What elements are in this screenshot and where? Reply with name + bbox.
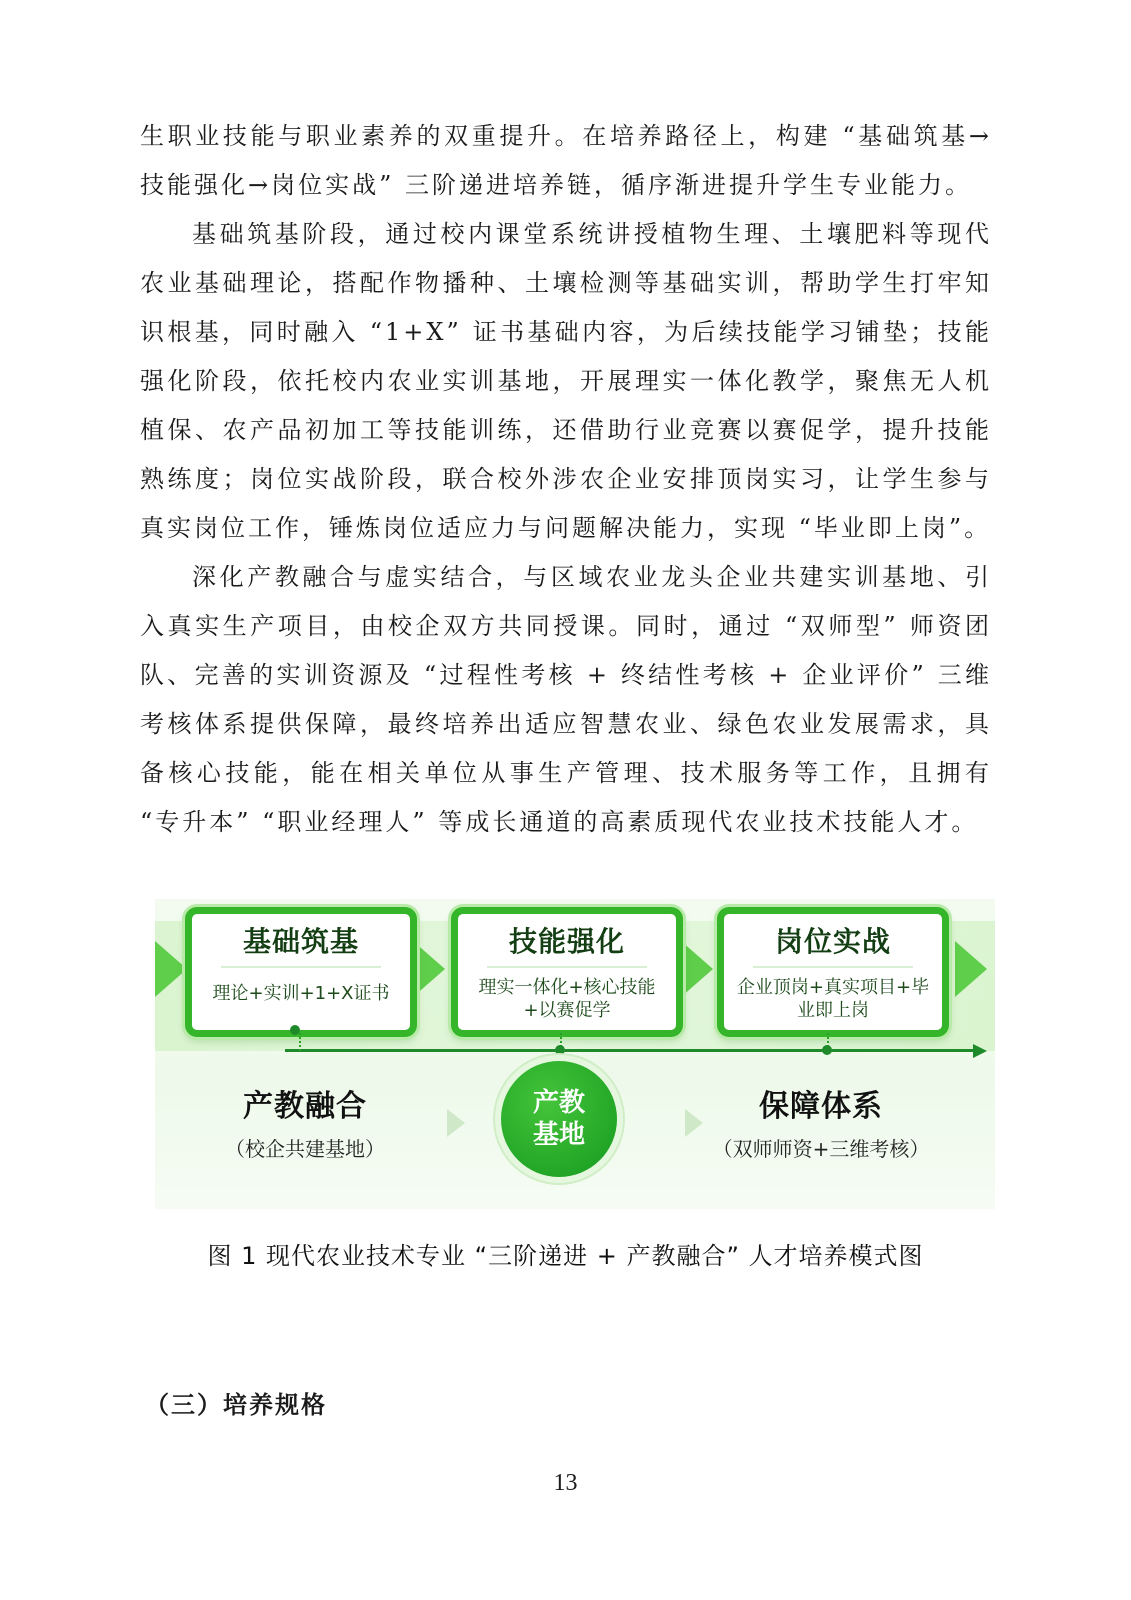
divider [221, 966, 381, 968]
stage-title: 岗位实战 [774, 925, 891, 958]
hub-text: 基地 [532, 1120, 585, 1150]
paragraph: 深化产教融合与虚实结合，与区域农业龙头企业共建实训基地、引入真实生产项目，由校企双方共同授课。同时，通过 “双师型” 师资团队、完善的实训资源及 “过程性考核 + 终结性考核 + 企业评价” 三维考核体系提供保障，最终培养出适应智慧农业、绿色农业发展需求，具备核心技能，能在相关单位从事生产管理、技术服务等工作，且拥有 “专升本” “职业经理人” 等成长通道的高素质现代农业技术技能人才。 [140, 563, 992, 836]
right-block [711, 1081, 931, 1162]
paragraph: 基础筑基阶段，通过校内课堂系统讲授植物生理、土壤肥料等现代农业基础理论，搭配作物播种、土壤检测等基础实训，帮助学生打牢知识根基，同时融入 “1+X” 证书基础内容，为后续技能学习铺垫；技能强化阶段，依托校内农业实训基地，开展理实一体化教学，聚焦无人机植保、农产品初加工等技能训练，还借助行业竞赛以赛促学，提升技能熟练度；岗位实战阶段，联合校外涉农企业安排顶岗实习，让学生参与真实岗位工作，锤炼岗位适应力与问题解决能力，实现 “毕业即上岗”。 [140, 220, 992, 542]
arrow-right-icon [681, 941, 713, 997]
training-model-figure [155, 899, 995, 1209]
dot [555, 1045, 565, 1055]
block-title: 保障体系 [759, 1089, 883, 1124]
stage-desc: 企业顶岗+真实项目+毕业即上岗 [736, 977, 930, 1021]
dot [290, 1025, 300, 1035]
arrow-right-icon [155, 941, 187, 997]
body-text [140, 112, 992, 847]
hub-text: 产教 [532, 1088, 585, 1118]
page-number: 13 [553, 1470, 578, 1496]
stage-card-foundation [185, 907, 417, 1037]
block-title: 产教融合 [243, 1089, 367, 1124]
block-subtitle: （校企共建基地） [225, 1137, 385, 1161]
connector [299, 1033, 301, 1051]
stage-title: 技能强化 [508, 925, 625, 958]
arrow-right-icon [447, 1109, 465, 1137]
stage-card-practice [717, 907, 949, 1037]
paragraph: 生职业技能与职业素养的双重提升。在培养路径上，构建 “基础筑基→技能强化→岗位实战” 三阶递进培养链，循序渐进提升学生专业能力。 [140, 122, 992, 199]
stage-desc: 理实一体化+核心技能+以赛促学 [478, 977, 656, 1021]
arrow-right-icon [955, 941, 987, 997]
hub-circle [501, 1061, 617, 1177]
stage-card-skills [451, 907, 683, 1037]
divider [753, 966, 913, 968]
stage-title: 基础筑基 [242, 925, 359, 958]
arrow-head-icon [973, 1044, 987, 1058]
dot [822, 1045, 832, 1055]
block-subtitle: （双师师资+三维考核） [712, 1137, 930, 1161]
section-heading: （三）培养规格 [145, 1390, 327, 1419]
arrow-right-icon [413, 941, 445, 997]
arrow-right-icon [685, 1109, 703, 1137]
left-block [195, 1081, 415, 1162]
stage-desc: 理论+实训+1+X证书 [212, 983, 390, 1004]
figure-caption: 图 1 现代农业技术专业 “三阶递进 + 产教融合” 人才培养模式图 [207, 1242, 924, 1270]
timeline [285, 1049, 977, 1052]
divider [487, 966, 647, 968]
